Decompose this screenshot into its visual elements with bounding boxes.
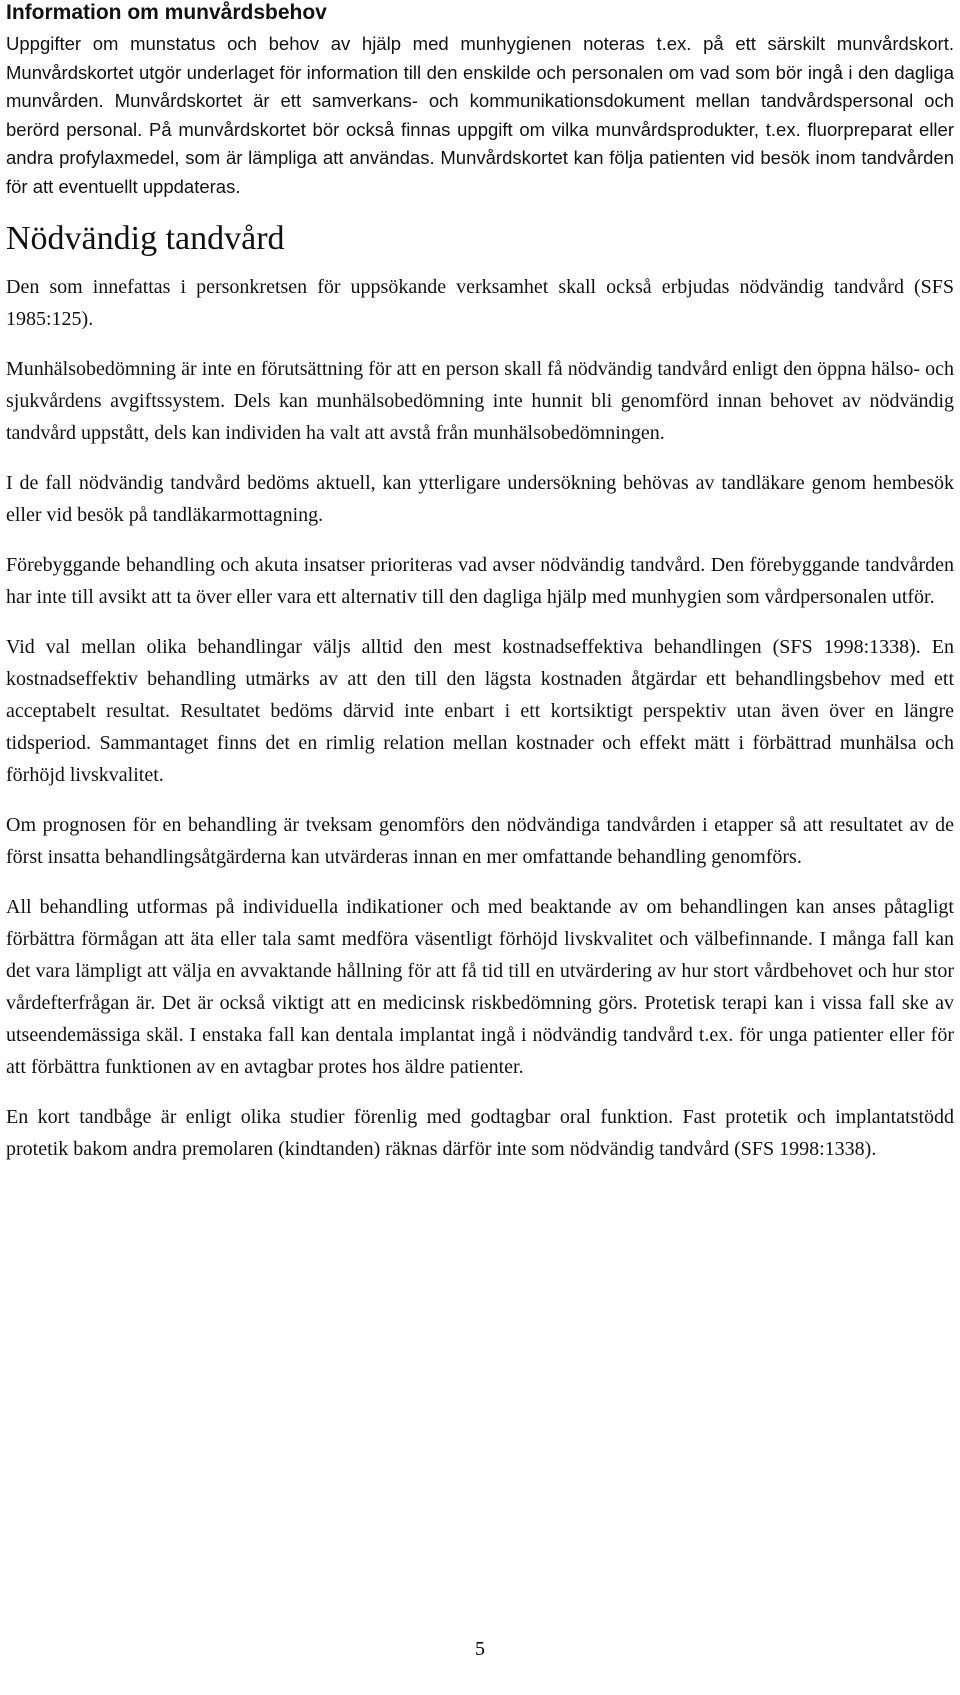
- paragraph-1: Den som innefattas i personkretsen för uppsökande verksamhet skall också erbjudas nödvändig tandvård (SFS 1985:125).: [6, 276, 954, 330]
- paragraph-5: Vid val mellan olika behandlingar väljs alltid den mest kostnadseffektiva behandlingen (SFS 1998:1338). En kostnadseffektiv behandling utmärks av att den till den lägsta kostnaden åtgärdar ett behandlingsbehov med ett acceptabelt resultat. Resultatet bedöms därvid inte enbart i ett kortsiktigt perspektiv utan även över en längre tidsperiod. Sammantaget finns det en rimlig relation mellan kostnader och effekt mätt i förbättrad munhälsa och förhöjd livskvalitet.: [6, 636, 954, 786]
- section-title: Nödvändig tandvård: [6, 220, 285, 257]
- paragraph-6: Om prognosen för en behandling är tveksam genomförs den nödvändiga tandvården i etapper så att resultatet av de först insatta behandlingsåtgärderna kan utvärderas innan en mer omfattande behandling genomförs.: [6, 814, 954, 868]
- heading-munvardsbehov: Information om munvårdsbehov: [6, 1, 327, 24]
- paragraph-2: Munhälsobedömning är inte en förutsättning för att en person skall få nödvändig tandvård enligt den öppna hälso- och sjukvårdens avgiftssystem. Dels kan munhälsobedömning inte hunnit bli genomförd innan behovet av nödvändig tandvård uppstått, dels kan individen ha valt att avstå från munhälsobedömningen.: [6, 358, 954, 444]
- paragraph-3: I de fall nödvändig tandvård bedöms aktuell, kan ytterligare undersökning behövas av tandläkare genom hembesök eller vid besök på tandläkarmottagning.: [6, 472, 954, 526]
- paragraph-7: All behandling utformas på individuella indikationer och med beaktande av om behandlingen kan anses påtagligt förbättra förmågan att äta eller tala samt medföra väsentligt förhöjd livskvalitet och välbefinnande. I många fall kan det vara lämpligt att välja en avvaktande hållning för att få tid till en utvärdering av hur stort vårdbehovet och hur stor vårdefterfrågan är. Det är också viktigt att en medicinsk riskbedömning görs. Protetisk terapi kan i vissa fall ske av utseendemässiga skäl. I enstaka fall kan dentala implantat ingå i nödvändig tandvård t.ex. för unga patienter eller för att förbättra funktionen av en avtagbar protes hos äldre patienter.: [6, 896, 954, 1078]
- paragraph-4: Förebyggande behandling och akuta insatser prioriteras vad avser nödvändig tandvård. Den förebyggande tandvården har inte till avsikt att ta över eller vara ett alternativ till den dagliga hjälp med munhygien som vårdpersonalen utför.: [6, 554, 954, 608]
- page-number: 5: [475, 1638, 485, 1660]
- intro-paragraph: Uppgifter om munstatus och behov av hjälp med munhygienen noteras t.ex. på ett särskilt munvårdskort. Munvårdskortet utgör underlaget för information till den enskilde och personalen om vad som bör ingå i den dagliga munvården. Munvårdskortet är ett samverkans- och kommunikationsdokument mellan tandvårdspersonal och berörd personal. På munvårdskortet bör också finnas uppgift om vilka munvårdsprodukter, t.ex. fluorpreparat eller andra profylaxmedel, som är lämpliga att användas. Munvårdskortet kan följa patienten vid besök inom tandvården för att eventuellt uppdateras.: [6, 33, 954, 197]
- document-page: [6, 0, 954, 1183]
- paragraph-8: En kort tandbåge är enligt olika studier förenlig med godtagbar oral funktion. Fast protetik och implantatstödd protetik bakom andra premolaren (kindtanden) räknas därför inte som nödvändig tandvård (SFS 1998:1338).: [6, 1106, 954, 1160]
